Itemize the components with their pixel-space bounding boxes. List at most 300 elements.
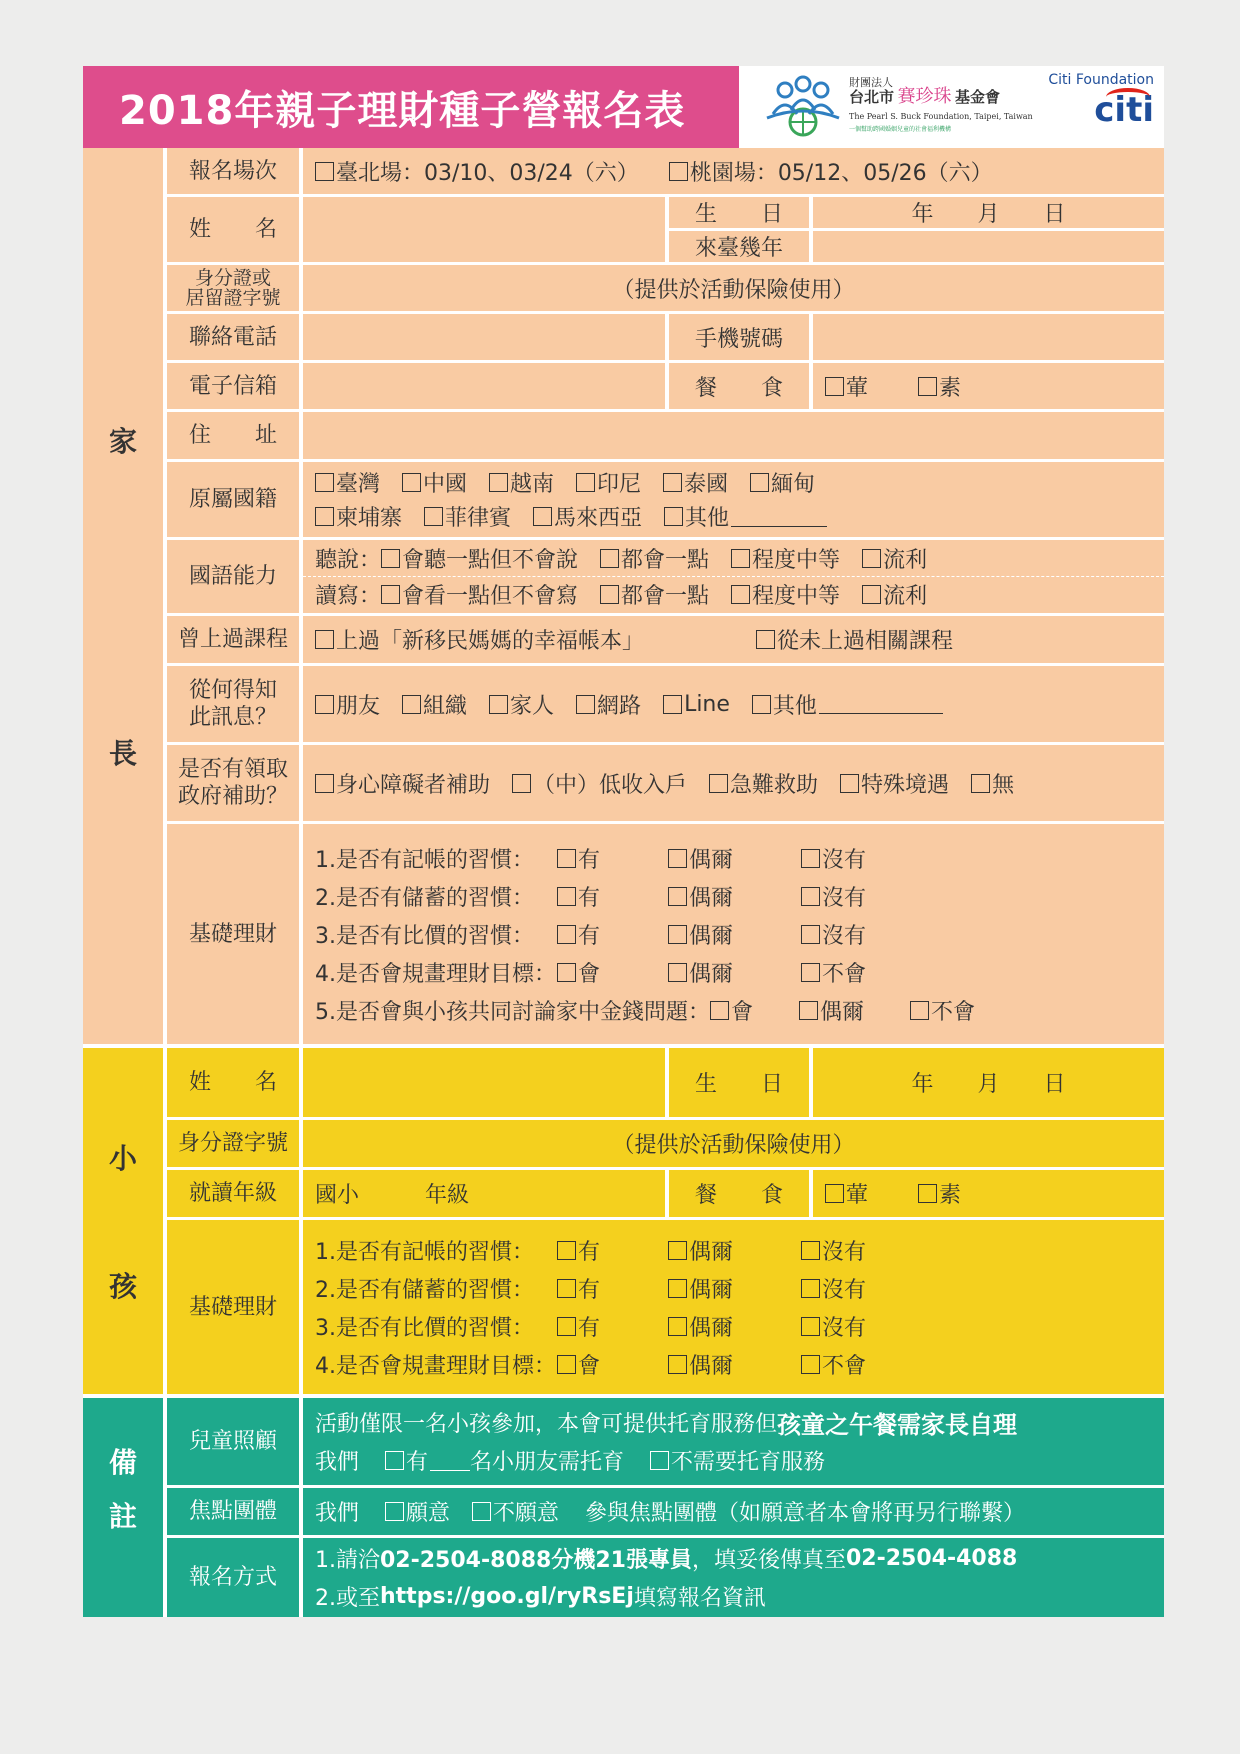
checkbox[interactable] bbox=[750, 473, 769, 492]
source-label-text: 從何得知 此訊息？ bbox=[188, 678, 277, 730]
focus-no-option[interactable] bbox=[472, 1496, 559, 1527]
checkbox[interactable] bbox=[862, 549, 881, 568]
years-in-taiwan-label: 來臺幾年 bbox=[665, 231, 809, 262]
child-finance-q1-answer-1-text: 偶爾 bbox=[689, 1239, 734, 1265]
parent-id-field[interactable] bbox=[303, 265, 1164, 311]
nationality-line2 bbox=[315, 500, 1152, 534]
child-finance-q2-answer-2[interactable] bbox=[801, 1273, 866, 1304]
nationality-line1 bbox=[315, 466, 1152, 500]
checkbox[interactable] bbox=[918, 1184, 937, 1203]
child-finance-q2-answer-0-text: 有 bbox=[578, 1277, 601, 1303]
citi-logo bbox=[1034, 70, 1154, 142]
parent-finance-question: 1.是否有記帳的習慣： bbox=[315, 847, 534, 873]
mobile-field[interactable] bbox=[809, 314, 1164, 360]
checkbox[interactable] bbox=[825, 1184, 844, 1203]
session-label: 報名場次 bbox=[163, 148, 303, 194]
focus-no-text: 不願意 bbox=[493, 1501, 560, 1526]
checkbox[interactable] bbox=[731, 549, 750, 568]
read-option-1-text: 都會一點 bbox=[621, 584, 710, 609]
notes-side-label bbox=[83, 1398, 163, 1617]
child-finance-q3 bbox=[315, 1307, 1152, 1345]
parent-finance-q2-answer-0[interactable] bbox=[557, 881, 600, 912]
parent-finance-q1-answer-2[interactable] bbox=[801, 843, 866, 874]
parent-name-field[interactable] bbox=[303, 197, 665, 262]
parent-finance-q2-answer-0-text: 有 bbox=[578, 885, 601, 911]
child-finance-q4-answer-0[interactable] bbox=[557, 1349, 600, 1380]
signup-row bbox=[163, 1535, 1164, 1617]
read-option-2[interactable] bbox=[731, 579, 840, 610]
listen-option-0[interactable] bbox=[381, 543, 578, 574]
parent-finance-q3-answer-0[interactable] bbox=[557, 919, 600, 950]
focus-yes-text: 願意 bbox=[406, 1501, 451, 1526]
org-line2: 台北市 bbox=[849, 88, 895, 106]
focus-tail: 參與焦點團體（如願意者本會將再另行聯繫） bbox=[585, 1501, 1026, 1526]
parent-side-char1: 家 bbox=[108, 425, 137, 458]
child-meal-meat-option[interactable] bbox=[825, 1178, 868, 1209]
source-option-other[interactable] bbox=[752, 689, 943, 720]
checkbox[interactable] bbox=[801, 963, 820, 982]
checkbox[interactable] bbox=[315, 630, 334, 649]
source-option-3[interactable] bbox=[576, 689, 641, 720]
focus-yes-option[interactable] bbox=[385, 1496, 450, 1527]
parent-finance-label: 基礎理財 bbox=[163, 824, 303, 1044]
citi-wordmark: citi bbox=[1034, 90, 1154, 130]
signup-phone: 02-2504-8088分機21張專員 bbox=[380, 1548, 692, 1573]
nationality-row bbox=[163, 459, 1164, 537]
checkbox[interactable] bbox=[752, 695, 771, 714]
checkbox[interactable] bbox=[512, 774, 531, 793]
child-side-label bbox=[83, 1048, 163, 1394]
checkbox[interactable] bbox=[650, 1451, 669, 1470]
child-finance-q2-answer-1-text: 偶爾 bbox=[689, 1277, 734, 1303]
checkbox[interactable] bbox=[971, 774, 990, 793]
checkbox[interactable] bbox=[663, 695, 682, 714]
parent-finance-question: 4.是否會規畫理財目標： bbox=[315, 961, 556, 987]
focus-group-row bbox=[163, 1485, 1164, 1535]
years-in-taiwan-field[interactable] bbox=[809, 231, 1164, 262]
nationality-option-1[interactable] bbox=[402, 467, 467, 498]
meal-meat-text: 葷 bbox=[846, 1183, 869, 1208]
childcare-yes-text: 有 bbox=[406, 1450, 429, 1475]
checkbox[interactable] bbox=[557, 887, 576, 906]
checkbox[interactable] bbox=[840, 774, 859, 793]
checkbox[interactable] bbox=[315, 774, 334, 793]
checkbox[interactable] bbox=[668, 1279, 687, 1298]
parent-id-row bbox=[163, 262, 1164, 311]
childcare-count-field[interactable] bbox=[430, 1451, 470, 1471]
email-row bbox=[163, 360, 1164, 409]
parent-finance-question: 3.是否有比價的習慣： bbox=[315, 923, 534, 949]
checkbox[interactable] bbox=[424, 507, 443, 526]
parent-finance-q1 bbox=[315, 839, 1152, 877]
checkbox[interactable] bbox=[668, 1317, 687, 1336]
child-finance-q1-answer-0-text: 有 bbox=[578, 1239, 601, 1265]
checkbox[interactable] bbox=[381, 585, 400, 604]
child-finance-question: 2.是否有儲蓄的習慣： bbox=[315, 1277, 534, 1303]
course-label: 曾上過課程 bbox=[163, 616, 303, 663]
nationality-option-2[interactable] bbox=[489, 467, 554, 498]
child-birth-field[interactable]: 年 月 日 bbox=[809, 1048, 1164, 1117]
grade-field[interactable]: 國小 年級 bbox=[303, 1170, 665, 1217]
listen-option-1[interactable] bbox=[600, 543, 709, 574]
child-finance-question: 1.是否有記帳的習慣： bbox=[315, 1239, 534, 1265]
child-finance-q2-answer-0[interactable] bbox=[557, 1273, 600, 1304]
subsidy-option-1-text: （中）低收入戶 bbox=[533, 772, 688, 798]
child-meal-veg-option[interactable] bbox=[918, 1178, 961, 1209]
checkbox[interactable] bbox=[402, 473, 421, 492]
child-finance-q3-answer-1-text: 偶爾 bbox=[689, 1315, 734, 1341]
checkbox[interactable] bbox=[710, 1001, 729, 1020]
session-taipei-text: 臺北場：03/10、03/24（六） bbox=[336, 160, 639, 186]
nationality-option-1-text: 中國 bbox=[423, 472, 468, 497]
child-finance-q3-answer-1[interactable] bbox=[668, 1311, 733, 1342]
childcare-yes-option[interactable] bbox=[385, 1445, 624, 1476]
child-finance-q2 bbox=[315, 1269, 1152, 1307]
child-finance-q3-answer-2[interactable] bbox=[801, 1311, 866, 1342]
source-row bbox=[163, 663, 1164, 742]
checkbox[interactable] bbox=[668, 849, 687, 868]
checkbox[interactable] bbox=[315, 162, 334, 181]
childcare-label: 兒童照顧 bbox=[163, 1398, 303, 1485]
parent-meal-label: 餐 食 bbox=[665, 363, 809, 409]
nationality-option-2-text: 越南 bbox=[510, 472, 555, 497]
listen-speak-line bbox=[303, 541, 1164, 576]
checkbox[interactable] bbox=[801, 1317, 820, 1336]
listen-option-1-text: 都會一點 bbox=[621, 547, 710, 573]
nationality-option-5[interactable] bbox=[750, 467, 815, 498]
child-name-field[interactable] bbox=[303, 1048, 665, 1117]
child-finance-q2-answer-1[interactable] bbox=[668, 1273, 733, 1304]
subsidy-option-2-text: 急難救助 bbox=[730, 772, 819, 798]
registration-form bbox=[83, 66, 1164, 1617]
checkbox[interactable] bbox=[825, 377, 844, 396]
read-label: 讀寫： bbox=[315, 584, 382, 609]
source-option-4[interactable] bbox=[663, 692, 730, 717]
parent-finance-q4-answer-2[interactable] bbox=[801, 957, 866, 988]
checkbox[interactable] bbox=[533, 507, 552, 526]
parent-finance-question: 5.是否會與小孩共同討論家中金錢問題： bbox=[315, 999, 710, 1025]
source-option-0[interactable] bbox=[315, 689, 380, 720]
session-taoyuan-text: 桃園場：05/12、05/26（六） bbox=[689, 160, 993, 186]
checkbox[interactable] bbox=[557, 1241, 576, 1260]
subsidy-option-0-text: 身心障礙者補助 bbox=[336, 772, 491, 798]
checkbox[interactable] bbox=[862, 585, 881, 604]
checkbox[interactable] bbox=[402, 695, 421, 714]
checkbox[interactable] bbox=[664, 507, 683, 526]
parent-finance-q4-answer-0-text: 會 bbox=[578, 961, 601, 987]
checkbox[interactable] bbox=[801, 1279, 820, 1298]
language-label: 國語能力 bbox=[163, 540, 303, 613]
parent-birth-field[interactable]: 年 月 日 bbox=[809, 197, 1164, 228]
child-id-field[interactable] bbox=[303, 1120, 1164, 1167]
subsidy-label-text: 是否有領取 政府補助？ bbox=[177, 757, 288, 809]
checkbox[interactable] bbox=[315, 507, 334, 526]
checkbox[interactable] bbox=[557, 963, 576, 982]
parent-id-label-text: 身分證或 居留證字號 bbox=[185, 267, 281, 309]
child-finance-q1 bbox=[315, 1231, 1152, 1269]
parent-finance-q3-answer-1[interactable] bbox=[668, 919, 733, 950]
checkbox[interactable] bbox=[385, 1502, 404, 1521]
checkbox[interactable] bbox=[557, 1279, 576, 1298]
checkbox[interactable] bbox=[315, 695, 334, 714]
pearl-buck-logo bbox=[763, 72, 1033, 142]
parent-birth-label: 生 日 bbox=[665, 197, 809, 228]
nationality-label: 原屬國籍 bbox=[163, 462, 303, 537]
signup-url-link[interactable]: https://goo.gl/ryRsEj bbox=[380, 1584, 634, 1609]
nationality-option-row2-other[interactable] bbox=[664, 501, 827, 532]
notes-side-char2: 註 bbox=[108, 1499, 137, 1533]
child-name-row bbox=[163, 1048, 1164, 1117]
address-label: 住 址 bbox=[163, 412, 303, 459]
parent-finance-q1-answer-1[interactable] bbox=[668, 843, 733, 874]
parent-finance-q3 bbox=[315, 915, 1152, 953]
parent-finance-q2-answer-1[interactable] bbox=[668, 881, 733, 912]
course-never-option[interactable] bbox=[756, 624, 953, 655]
nationality-option-row2-1-text: 菲律賓 bbox=[445, 506, 512, 531]
read-option-0[interactable] bbox=[381, 579, 578, 610]
citi-foundation-text: Citi Foundation bbox=[1048, 72, 1154, 88]
child-finance-q1-answer-1[interactable] bbox=[668, 1235, 733, 1266]
checkbox[interactable] bbox=[801, 887, 820, 906]
grade-row bbox=[163, 1167, 1164, 1217]
parent-finance-q4-answer-0[interactable] bbox=[557, 957, 600, 988]
org-line1: 財團法人 bbox=[849, 76, 893, 89]
source-option-1-text: 組織 bbox=[423, 693, 468, 719]
parent-finance-q3-answer-2-text: 沒有 bbox=[822, 923, 867, 949]
child-finance-q1-answer-0[interactable] bbox=[557, 1235, 600, 1266]
listen-option-3[interactable] bbox=[862, 543, 927, 574]
parent-finance-q3-answer-2[interactable] bbox=[801, 919, 866, 950]
nationality-option-4-text: 泰國 bbox=[684, 472, 729, 497]
checkbox[interactable] bbox=[663, 473, 682, 492]
listen-label: 聽說： bbox=[315, 547, 382, 573]
signup-line2-c: 填寫報名資訊 bbox=[633, 1586, 766, 1611]
nationality-option-row2-0[interactable] bbox=[315, 501, 402, 532]
read-option-0-text: 會看一點但不會寫 bbox=[402, 584, 579, 609]
session-taoyuan-option[interactable] bbox=[669, 156, 993, 187]
nationality-option-3-text: 印尼 bbox=[597, 472, 642, 497]
checkbox[interactable] bbox=[801, 1355, 820, 1374]
checkbox[interactable] bbox=[668, 963, 687, 982]
checkbox[interactable] bbox=[600, 585, 619, 604]
subsidy-row bbox=[163, 742, 1164, 821]
parent-meal-veg-option[interactable] bbox=[918, 371, 961, 402]
childcare-yes-tail: 名小朋友需托育 bbox=[470, 1450, 625, 1475]
family-globe-icon bbox=[763, 74, 843, 138]
meal-veg-text: 素 bbox=[939, 1183, 962, 1208]
org-name-zh bbox=[849, 76, 1000, 106]
childcare-no-text: 不需要托育服務 bbox=[671, 1450, 826, 1475]
parent-finance-q4-answer-1[interactable] bbox=[668, 957, 733, 988]
parent-finance-row bbox=[163, 821, 1164, 1044]
child-finance-q4 bbox=[315, 1345, 1152, 1383]
checkbox[interactable] bbox=[756, 630, 775, 649]
parent-section bbox=[83, 148, 1164, 1044]
checkbox[interactable] bbox=[801, 1241, 820, 1260]
nationality-option-row2-other-field[interactable] bbox=[731, 507, 827, 527]
phone-field[interactable] bbox=[303, 314, 665, 360]
org-name-en: The Pearl S. Buck Foundation, Taipei, Taiwan bbox=[849, 112, 1033, 121]
child-finance-q3-answer-0-text: 有 bbox=[578, 1315, 601, 1341]
nationality-option-row2-0-text: 柬埔寨 bbox=[336, 506, 403, 531]
child-finance-question: 4.是否會規畫理財目標： bbox=[315, 1353, 556, 1379]
checkbox[interactable] bbox=[669, 162, 688, 181]
nationality-option-row2-other-text: 其他 bbox=[685, 506, 730, 531]
parent-finance-q2-answer-2[interactable] bbox=[801, 881, 866, 912]
checkbox[interactable] bbox=[385, 1451, 404, 1470]
checkbox[interactable] bbox=[315, 473, 334, 492]
nationality-option-row2-2-text: 馬來西亞 bbox=[554, 506, 643, 531]
parent-finance-q5-answer-2-text: 不會 bbox=[931, 999, 976, 1025]
childcare-row bbox=[163, 1398, 1164, 1485]
checkbox[interactable] bbox=[557, 925, 576, 944]
nationality-option-row2-2[interactable] bbox=[533, 501, 642, 532]
subsidy-option-1[interactable] bbox=[512, 768, 687, 799]
phone-row bbox=[163, 311, 1164, 360]
form-title: 2018年親子理財種子營報名表 bbox=[83, 66, 739, 148]
child-id-label: 身分證字號 bbox=[163, 1120, 303, 1167]
focus-we: 我們 bbox=[315, 1501, 360, 1526]
child-finance-q4-answer-1[interactable] bbox=[668, 1349, 733, 1380]
course-attended-option[interactable] bbox=[315, 624, 644, 655]
listen-option-2[interactable] bbox=[731, 543, 840, 574]
nationality-option-5-text: 緬甸 bbox=[771, 472, 816, 497]
parent-finance-q4-answer-2-text: 不會 bbox=[822, 961, 867, 987]
parent-finance-q5-answer-0[interactable] bbox=[710, 995, 753, 1026]
parent-meal-meat-option[interactable] bbox=[825, 371, 868, 402]
parent-finance-q2-answer-2-text: 沒有 bbox=[822, 885, 867, 911]
parent-finance-questions bbox=[303, 824, 1164, 1044]
checkbox[interactable] bbox=[600, 549, 619, 568]
parent-finance-q1-answer-0-text: 有 bbox=[578, 847, 601, 873]
subsidy-option-2[interactable] bbox=[709, 768, 818, 799]
read-option-1[interactable] bbox=[600, 579, 709, 610]
nationality-option-row2-1[interactable] bbox=[424, 501, 511, 532]
parent-name-label: 姓 名 bbox=[163, 197, 303, 262]
checkbox[interactable] bbox=[910, 1001, 929, 1020]
checkbox[interactable] bbox=[381, 549, 400, 568]
checkbox[interactable] bbox=[557, 1317, 576, 1336]
checkbox[interactable] bbox=[489, 473, 508, 492]
signup-line1-c: ，填妥後傳真至 bbox=[691, 1548, 846, 1573]
nationality-option-0-text: 臺灣 bbox=[336, 472, 381, 497]
parent-id-label bbox=[163, 265, 303, 311]
checkbox[interactable] bbox=[918, 377, 937, 396]
subsidy-option-0[interactable] bbox=[315, 768, 490, 799]
course-row bbox=[163, 613, 1164, 663]
checkbox[interactable] bbox=[801, 925, 820, 944]
parent-finance-q3-answer-1-text: 偶爾 bbox=[689, 923, 734, 949]
parent-id-note: （提供於活動保險使用） bbox=[612, 277, 855, 303]
checkbox[interactable] bbox=[668, 925, 687, 944]
source-option-4-text: Line bbox=[684, 691, 730, 717]
child-finance-q4-answer-2[interactable] bbox=[801, 1349, 866, 1380]
nationality-option-0[interactable] bbox=[315, 467, 380, 498]
subsidy-options bbox=[315, 764, 1152, 802]
checkbox[interactable] bbox=[576, 695, 595, 714]
parent-finance-q5-answer-1[interactable] bbox=[799, 995, 864, 1026]
parent-finance-q2-answer-1-text: 偶爾 bbox=[689, 885, 734, 911]
subsidy-label bbox=[163, 745, 303, 821]
child-id-note: （提供於活動保險使用） bbox=[612, 1133, 855, 1158]
checkbox[interactable] bbox=[489, 695, 508, 714]
checkbox[interactable] bbox=[557, 1355, 576, 1374]
child-finance-row bbox=[163, 1217, 1164, 1394]
source-option-other-text: 其他 bbox=[772, 693, 817, 719]
childcare-we: 我們 bbox=[315, 1450, 360, 1475]
checkbox[interactable] bbox=[801, 849, 820, 868]
listen-option-3-text: 流利 bbox=[883, 547, 928, 573]
checkbox[interactable] bbox=[668, 887, 687, 906]
source-option-1[interactable] bbox=[402, 689, 467, 720]
parent-side-label bbox=[83, 148, 163, 1044]
child-finance-q4-answer-2-text: 不會 bbox=[822, 1353, 867, 1379]
listen-option-2-text: 程度中等 bbox=[752, 547, 841, 573]
child-finance-q3-answer-0[interactable] bbox=[557, 1311, 600, 1342]
parent-finance-q4 bbox=[315, 953, 1152, 991]
checkbox[interactable] bbox=[557, 849, 576, 868]
checkbox[interactable] bbox=[799, 1001, 818, 1020]
notes-side-char1: 備 bbox=[108, 1445, 137, 1479]
source-option-3-text: 網路 bbox=[597, 693, 642, 719]
nationality-option-3[interactable] bbox=[576, 467, 641, 498]
address-row bbox=[163, 409, 1164, 459]
childcare-no-option[interactable] bbox=[650, 1445, 825, 1476]
signup-fax: 02-2504-4088 bbox=[845, 1546, 1018, 1571]
checkbox[interactable] bbox=[576, 473, 595, 492]
subsidy-option-4[interactable] bbox=[971, 768, 1014, 799]
session-row bbox=[163, 148, 1164, 194]
org-mark: 賽珍珠 bbox=[897, 86, 952, 107]
address-field[interactable] bbox=[303, 412, 1164, 459]
checkbox[interactable] bbox=[472, 1502, 491, 1521]
email-label: 電子信箱 bbox=[163, 363, 303, 409]
child-birth-label: 生 日 bbox=[665, 1048, 809, 1117]
nationality-option-4[interactable] bbox=[663, 467, 728, 498]
read-option-2-text: 程度中等 bbox=[752, 584, 841, 609]
course-attended-text: 上過「新移民媽媽的幸福帳本」 bbox=[336, 629, 645, 654]
parent-finance-q5-answer-1-text: 偶爾 bbox=[820, 999, 865, 1025]
read-option-3-text: 流利 bbox=[883, 584, 928, 609]
child-finance-q4-answer-0-text: 會 bbox=[578, 1353, 601, 1379]
parent-finance-q4-answer-1-text: 偶爾 bbox=[689, 961, 734, 987]
checkbox[interactable] bbox=[731, 585, 750, 604]
checkbox[interactable] bbox=[668, 1355, 687, 1374]
subsidy-option-3[interactable] bbox=[840, 768, 949, 799]
grade-label: 就讀年級 bbox=[163, 1170, 303, 1217]
child-finance-q1-answer-2[interactable] bbox=[801, 1235, 866, 1266]
childcare-text: 活動僅限一名小孩參加，本會可提供托育服務但 bbox=[315, 1412, 778, 1437]
subsidy-option-3-text: 特殊境遇 bbox=[861, 772, 950, 798]
read-option-3[interactable] bbox=[862, 579, 927, 610]
focus-group-label: 焦點團體 bbox=[163, 1488, 303, 1535]
parent-finance-question: 2.是否有儲蓄的習慣： bbox=[315, 885, 534, 911]
child-id-row bbox=[163, 1117, 1164, 1167]
checkbox[interactable] bbox=[709, 774, 728, 793]
parent-finance-q1-answer-0[interactable] bbox=[557, 843, 600, 874]
email-field[interactable] bbox=[303, 363, 665, 409]
child-finance-q1-answer-2-text: 沒有 bbox=[822, 1239, 867, 1265]
source-option-other-field[interactable] bbox=[819, 694, 943, 714]
parent-name-row bbox=[163, 194, 1164, 262]
parent-finance-q5-answer-2[interactable] bbox=[910, 995, 975, 1026]
checkbox[interactable] bbox=[668, 1241, 687, 1260]
session-taipei-option[interactable] bbox=[315, 156, 639, 187]
signup-line1-a: 1.請洽 bbox=[315, 1548, 380, 1573]
child-finance-q2-answer-2-text: 沒有 bbox=[822, 1277, 867, 1303]
source-option-2[interactable] bbox=[489, 689, 554, 720]
child-finance-question: 3.是否有比價的習慣： bbox=[315, 1315, 534, 1341]
